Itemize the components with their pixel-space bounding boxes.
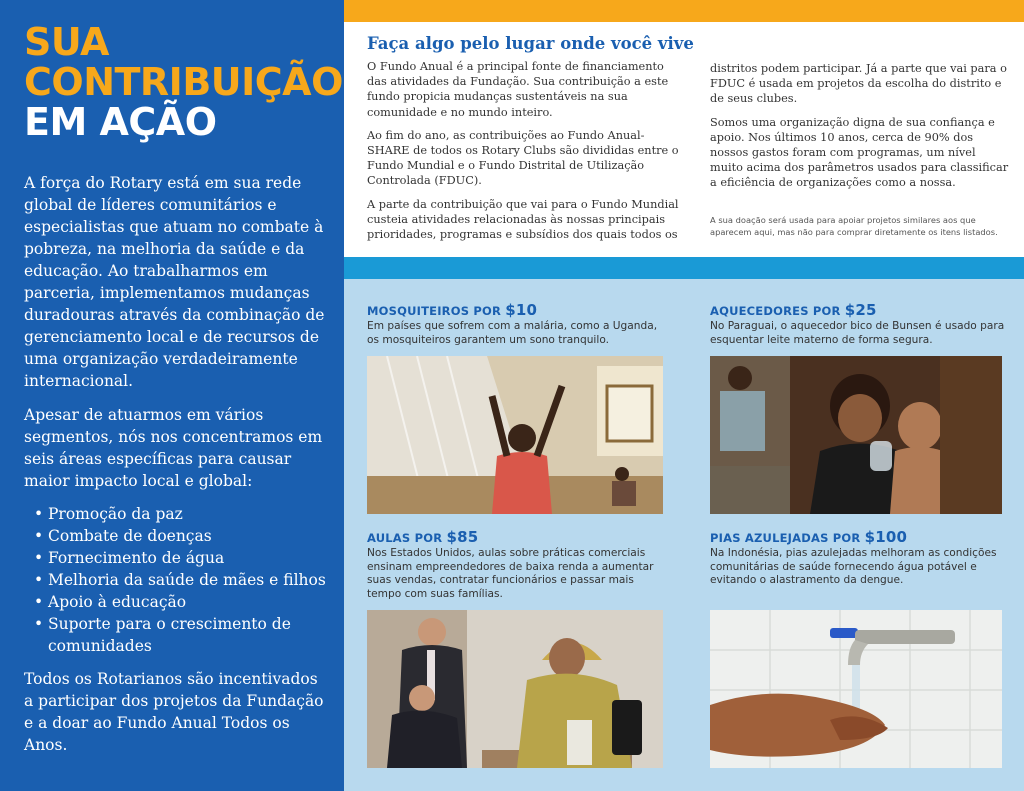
card-title-mosquito-nets <box>367 301 537 319</box>
footnote: A sua doação será usada para apoiar projetos similares aos que aparecem aqui, mas não para comprar diretamente os itens listados. <box>710 215 998 237</box>
top-gold-bar <box>344 0 1024 22</box>
list-item: • Promoção da paz <box>34 503 334 525</box>
paragraph: distritos podem participar. Já a parte que vai para o FDUC é usada em projetos da escolha do distrito e de seus clubes. <box>710 62 1007 106</box>
card-description: Em países que sofrem com a malária, como a Uganda, os mosquiteiros garantem um sono tranquilo. <box>367 320 658 346</box>
paragraph: Ao fim do ano, as contribuições ao Fundo Anual-SHARE de todos os Rotary Clubs são divididas entre o Fundo Mundial e o Fundo Distrital de Utilização Controlada (FDUC). <box>367 128 679 188</box>
focus-paragraph: Apesar de atuarmos em vários segmentos, nós nos concentramos em seis áreas específicas para causar maior impacto local e global: <box>24 406 323 490</box>
card-label: AQUECEDORES POR <box>710 304 845 318</box>
paragraph: Somos uma organização digna de sua confiança e apoio. Nos últimos 10 anos, cerca de 90% dos nossos gastos foram com programas, um nível muito acima dos parâmetros usados para classificar a eficiência de organizações como a nossa. <box>710 115 1009 190</box>
intro-paragraph: A força do Rotary está em sua rede global de líderes comunitários e especialistas que atuam no combate à pobreza, na melhoria da saúde e da educação. Ao trabalharmos em parceria, implementamos mudanças duradouras através da combinação de gerenciamento local e de recursos de uma organização verdadeiramente internacional. <box>24 174 325 390</box>
donation-examples-section <box>344 279 1024 791</box>
list-item: • Combate de doenças <box>34 525 334 547</box>
text-column-1 <box>367 59 679 250</box>
card-label: PIAS AZULEJADAS POR <box>710 531 865 545</box>
section-heading: Faça algo pelo lugar onde você vive <box>367 34 694 53</box>
hero-title-line-3: EM AÇÃO <box>24 100 217 144</box>
focus-areas-list <box>34 503 334 657</box>
text-column-2 <box>710 61 1010 199</box>
business-class-photo <box>367 610 663 768</box>
hero-title-line-1: SUA <box>24 20 109 64</box>
card-label: AULAS POR <box>367 531 447 545</box>
blue-divider-strip <box>344 257 1024 279</box>
hero-title <box>24 22 343 142</box>
card-description: No Paraguai, o aquecedor bico de Bunsen é usado para esquentar leite materno de forma segura. <box>710 320 1005 346</box>
card-title-classes <box>367 528 478 546</box>
card-price: $100 <box>864 528 908 546</box>
card-price: $10 <box>505 301 538 319</box>
water-tap-photo <box>710 610 1002 768</box>
card-label: MOSQUITEIROS POR <box>367 304 506 318</box>
hero-title-line-2: CONTRIBUIÇÃO <box>24 60 343 104</box>
list-item: • Melhoria da saúde de mães e filhos <box>34 569 334 591</box>
list-item: • Fornecimento de água <box>34 547 334 569</box>
card-description: Na Indonésia, pias azulejadas melhoram as condições comunitárias de saúde fornecendo água potável e evitando o alastramento da dengue. <box>710 547 997 587</box>
card-price: $25 <box>844 301 877 319</box>
closing-paragraph: Todos os Rotarianos são incentivados a participar dos projetos da Fundação e a doar ao Fundo Anual Todos os Anos. <box>24 670 324 754</box>
left-panel <box>0 0 344 791</box>
heater-photo <box>710 356 1002 514</box>
card-title-heaters <box>710 301 877 319</box>
paragraph: A parte da contribuição que vai para o Fundo Mundial custeia atividades relacionadas às nossas principais prioridades, programas e subsídios dos quais todos os <box>367 197 679 242</box>
paragraph: O Fundo Anual é a principal fonte de financiamento das atividades da Fundação. Sua contribuição a este fundo propicia mudanças sustentáveis na sua comunidade e no mundo inteiro. <box>367 60 669 119</box>
card-description: Nos Estados Unidos, aulas sobre práticas comerciais ensinam empreendedores de baixa renda a aumentar suas vendas, contratar funcionários e passar mais tempo com suas famílias. <box>367 547 654 600</box>
list-item: • Apoio à educação <box>34 591 334 613</box>
annual-fund-section <box>344 22 1024 257</box>
list-item: • Suporte para o crescimento de comunidades <box>34 613 334 657</box>
mosquito-net-photo <box>367 356 663 514</box>
card-title-tiled-sinks <box>710 528 907 546</box>
card-price: $85 <box>446 528 479 546</box>
